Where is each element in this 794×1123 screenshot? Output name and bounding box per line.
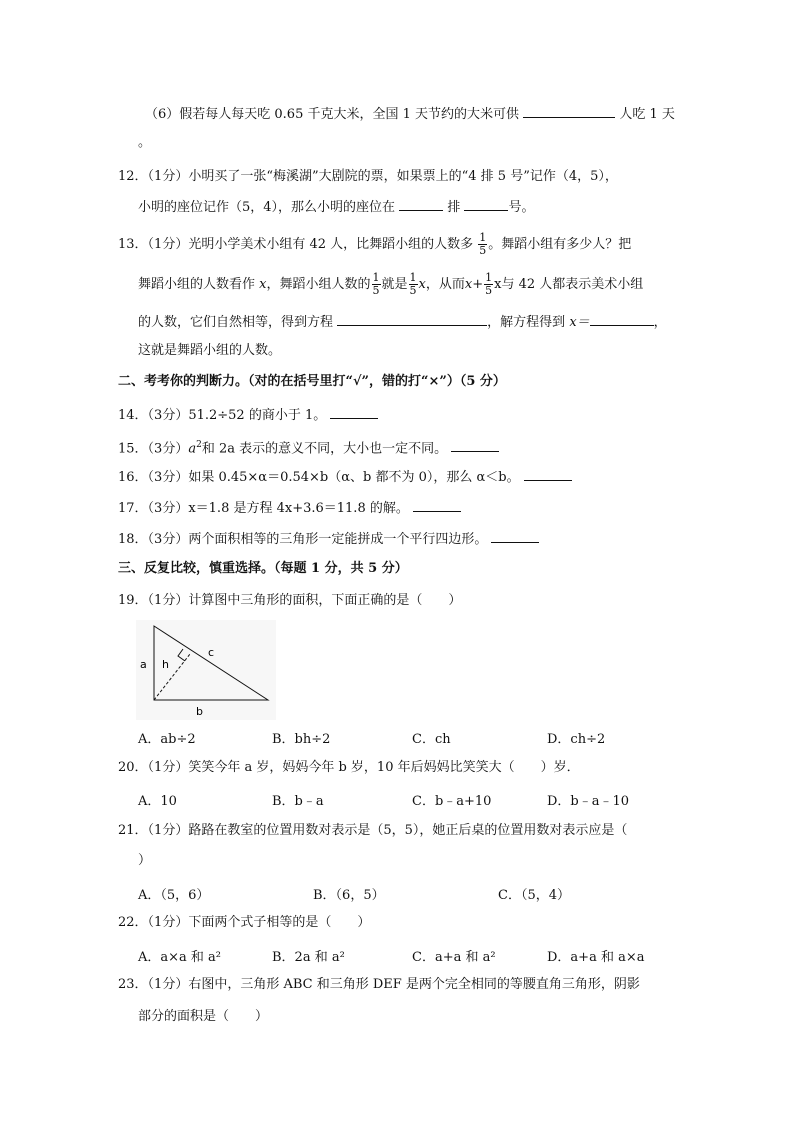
q21-line xyxy=(118,822,627,840)
q23-number: 23．（1分） xyxy=(118,977,189,992)
q15-exponent: 2 xyxy=(196,440,202,450)
q20-option-b[interactable]: B．b﹣a xyxy=(272,794,324,809)
q13-line3 xyxy=(138,312,667,332)
q18-answer-blank[interactable] xyxy=(491,529,539,543)
q19-line xyxy=(118,592,461,610)
q21-option-a[interactable]: A．（5，6） xyxy=(138,888,210,903)
q20-option-c[interactable]: C．b﹣a+10 xyxy=(412,794,492,809)
q12-text2c: 号。 xyxy=(508,200,535,215)
fraction-numerator: 1 xyxy=(372,271,380,284)
q21-cont: ） xyxy=(138,853,152,868)
fraction-denominator: 5 xyxy=(479,244,487,257)
q20-number: 20．（1分） xyxy=(118,760,189,775)
q13-text3b: ，解方程得到 xyxy=(487,315,566,330)
fraction-numerator: 1 xyxy=(485,271,493,284)
q12-text1: 小明买了一张“梅溪湖”大剧院的票，如果票上的“4 排 5 号”记作（4，5）， xyxy=(188,169,618,184)
section-2-title: 二、考考你的判断力。（对的在括号里打“√”，错的打“×”）（5 分） xyxy=(118,374,506,389)
q14-number: 14．（3分） xyxy=(118,408,189,423)
fraction-one-fifth xyxy=(409,272,418,297)
q13-text2c: 就是 xyxy=(381,277,408,292)
q15-var-a: a xyxy=(188,441,197,457)
q18-text: 两个面积相等的三角形一定能拼成一个平行四边形。 xyxy=(188,532,488,547)
q13-text1a: 光明小学美术小组有 42 人，比舞蹈小组的人数多 xyxy=(188,237,474,252)
q22-number: 22．（1分） xyxy=(118,915,189,930)
q11-6-prefix: （6）假若每人每天吃 0.65 千克大米，全国 1 天节约的大米可供 xyxy=(145,107,520,122)
q20-option-a[interactable]: A．10 xyxy=(138,794,177,809)
q13-text2e: 与 42 人都表示美术小组 xyxy=(501,277,644,292)
q12-text2a: 小明的座位记作（5，4），那么小明的座位在 xyxy=(138,200,396,215)
q11-6-suffix: 人吃 1 天 xyxy=(619,107,675,122)
q23-line xyxy=(118,976,640,994)
q23-cont: 部分的面积是（ ） xyxy=(138,1009,269,1024)
q17-text: x＝1.8 是方程 4x+3.6＝11.8 的解。 xyxy=(188,501,409,516)
q13-x-plus: x+ xyxy=(464,277,484,292)
q12-row-blank[interactable] xyxy=(399,197,443,211)
q13-var-x: x xyxy=(494,277,502,292)
figure-background xyxy=(136,620,276,720)
q19-option-d[interactable]: D．ch÷2 xyxy=(547,732,606,747)
q13-line2 xyxy=(138,272,643,297)
q22-text: 下面两个式子相等的是（ ） xyxy=(188,915,371,930)
q21-option-c[interactable]: C．（5，4） xyxy=(498,888,570,903)
right-triangle-figure xyxy=(136,620,276,720)
q13-number: 13．（1分） xyxy=(118,237,189,252)
q22-option-d[interactable]: D．a+a 和 a×a xyxy=(547,950,645,965)
q22-line xyxy=(118,914,370,932)
label-a: a xyxy=(140,658,147,671)
q19-option-b[interactable]: B．bh÷2 xyxy=(272,732,331,747)
q22-option-a[interactable]: A．a×a 和 a² xyxy=(138,950,222,965)
q16-text: 如果 0.45×α＝0.54×b（α、b 都不为 0），那么 α＜b。 xyxy=(188,470,520,485)
q14-text: 51.2÷52 的商小于 1。 xyxy=(188,408,327,423)
q18-number: 18．（3分） xyxy=(118,532,189,547)
q20-line xyxy=(118,759,580,777)
fraction-one-fifth xyxy=(484,272,493,297)
fraction-numerator: 1 xyxy=(409,271,417,284)
fraction-denominator: 5 xyxy=(372,284,380,297)
label-c: c xyxy=(208,646,215,659)
q19-number: 19．（1分） xyxy=(118,593,189,608)
q12-number: 12．（1分） xyxy=(118,169,189,184)
q20-option-d[interactable]: D．b﹣a﹣10 xyxy=(547,794,630,809)
q17-line xyxy=(118,498,461,518)
q20-text: 笑笑今年 a 岁，妈妈今年 b 岁，10 年后妈妈比笑笑大（ ）岁． xyxy=(188,760,580,775)
q14-line xyxy=(118,405,378,425)
q17-number: 17．（3分） xyxy=(118,501,189,516)
q13-var-x: x xyxy=(418,277,426,292)
q22-option-c[interactable]: C．a+a 和 a² xyxy=(412,950,496,965)
fraction-numerator: 1 xyxy=(479,231,487,244)
q19-option-c[interactable]: C．ch xyxy=(412,732,451,747)
q13-text2a: 舞蹈小组的人数看作 xyxy=(138,277,256,292)
q21-number: 21．（1分） xyxy=(118,823,189,838)
label-h: h xyxy=(162,658,169,671)
q13-text2d: ，从而 xyxy=(425,277,465,292)
q16-number: 16．（3分） xyxy=(118,470,189,485)
q19-option-a[interactable]: A．ab÷2 xyxy=(138,732,196,747)
q21-option-b[interactable]: B．（6，5） xyxy=(313,888,385,903)
q14-answer-blank[interactable] xyxy=(330,405,378,419)
q11-6-line1 xyxy=(145,104,675,124)
q16-line xyxy=(118,467,572,487)
q22-option-b[interactable]: B．2a 和 a² xyxy=(272,950,345,965)
q13-line4: 这就是舞蹈小组的人数。 xyxy=(138,343,282,358)
q11-6-end: 。 xyxy=(138,135,152,150)
section-3-title: 三、反复比较，慎重选择。（每题 1 分，共 5 分） xyxy=(118,561,408,576)
fraction-one-fifth xyxy=(478,232,487,257)
q13-text2b: ，舞蹈小组人数的 xyxy=(266,277,371,292)
q13-text3c: ， xyxy=(653,315,667,330)
fraction-denominator: 5 xyxy=(409,284,417,297)
q18-line xyxy=(118,529,539,549)
q15-number: 15．（3分） xyxy=(118,441,189,457)
q15-text: 和 2a 表示的意义不同，大小也一定不同。 xyxy=(201,441,448,457)
label-b: b xyxy=(196,705,203,718)
q12-text2b: 排 xyxy=(447,200,461,215)
q13-text1b: 。舞蹈小组有多少人？把 xyxy=(488,237,632,252)
q13-text3a: 的人数，它们自然相等，得到方程 xyxy=(138,315,334,330)
q13-line1 xyxy=(118,232,631,257)
fraction-denominator: 5 xyxy=(485,284,493,297)
q13-equation-blank[interactable] xyxy=(337,312,487,326)
q11-6-blank[interactable] xyxy=(523,104,615,118)
q15-answer-blank[interactable] xyxy=(451,438,499,452)
q13-var-x: x xyxy=(259,277,267,292)
q16-answer-blank[interactable] xyxy=(524,467,572,481)
q12-line2 xyxy=(138,197,535,217)
q21-text: 路路在教室的位置用数对表示是（5，5），她正后桌的位置用数对表示应是（ xyxy=(188,823,628,838)
q23-text: 右图中，三角形 ABC 和三角形 DEF 是两个完全相同的等腰直角三角形，阴影 xyxy=(188,977,640,992)
q19-text: 计算图中三角形的面积，下面正确的是（ ） xyxy=(188,593,462,608)
q12-seat-blank[interactable] xyxy=(464,197,508,211)
q13-x-eq: x＝ xyxy=(569,315,590,330)
q12-line1 xyxy=(118,168,618,186)
q13-answer-blank[interactable] xyxy=(590,312,654,326)
q15-line xyxy=(118,436,499,458)
q17-answer-blank[interactable] xyxy=(413,498,461,512)
fraction-one-fifth xyxy=(372,272,381,297)
